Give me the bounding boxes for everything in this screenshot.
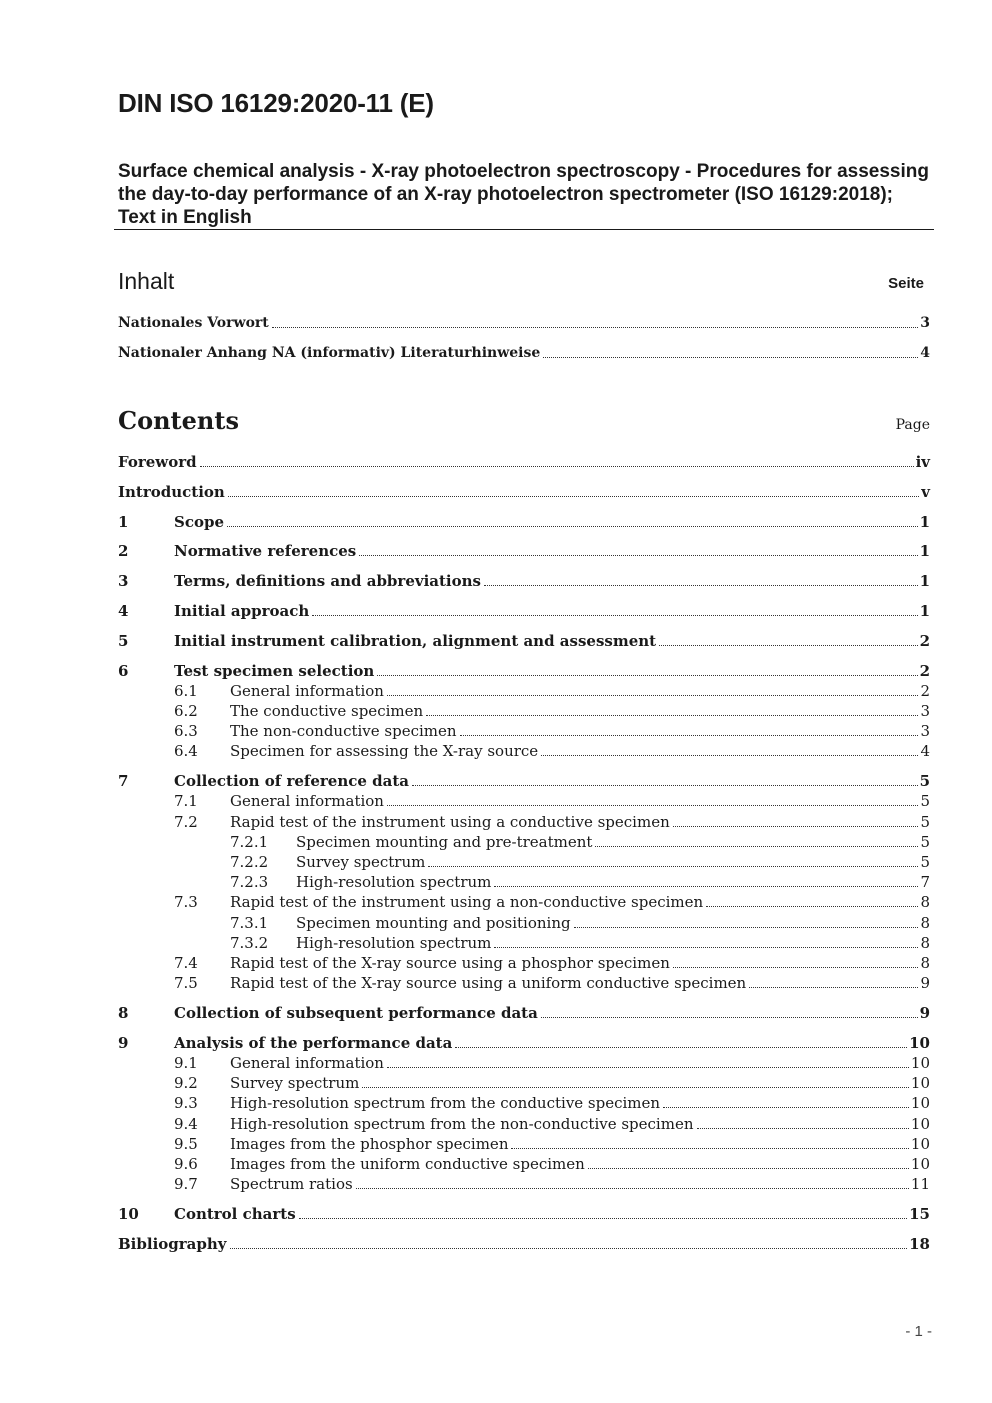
toc-entry-number: 6.1 <box>174 682 198 700</box>
toc-entry-number: 9.2 <box>174 1074 198 1092</box>
toc-entry[interactable] <box>118 720 930 740</box>
toc-entry-number: 9.6 <box>174 1155 198 1173</box>
toc-entry-title: Rapid test of the X-ray source using a phosphor specimen <box>230 954 670 972</box>
toc-entry-page: 10 <box>910 1115 930 1133</box>
toc-entry-title: Normative references <box>174 542 357 560</box>
document-id: DIN ISO 16129:2020-11 (E) <box>118 88 434 118</box>
toc-entry[interactable] <box>118 1203 930 1223</box>
seite-column-label: Seite <box>888 275 924 292</box>
toc-dot-leader <box>673 967 919 968</box>
toc-dot-leader <box>312 615 917 616</box>
toc-entry-page: 3 <box>920 702 930 720</box>
toc-entry-page: 8 <box>920 893 930 911</box>
toc-dot-leader <box>426 715 918 716</box>
toc-entry-page: 9 <box>919 1004 930 1022</box>
toc-entry-title: Collection of subsequent performance data <box>174 1004 538 1022</box>
toc-entry-number: 6.3 <box>174 722 198 740</box>
toc-entry-title: Rapid test of the X-ray source using a uniform conductive specimen <box>230 974 747 992</box>
toc-dot-leader <box>541 755 918 756</box>
toc-entry[interactable] <box>118 851 930 871</box>
toc-dot-leader <box>428 866 918 867</box>
toc-entry-title: Analysis of the performance data <box>174 1034 453 1052</box>
toc-entry-title: The non-conductive specimen <box>230 722 457 740</box>
toc-entry-title: General information <box>230 682 384 700</box>
toc-entry-title: Images from the uniform conductive specimen <box>230 1155 585 1173</box>
toc-dot-leader <box>272 327 919 328</box>
toc-entry[interactable] <box>118 570 930 590</box>
toc-entry[interactable] <box>118 511 930 531</box>
toc-entry-title: Scope <box>174 513 225 531</box>
toc-dot-leader <box>299 1218 907 1219</box>
toc-entry-page: 2 <box>919 632 930 650</box>
toc-dot-leader <box>706 906 918 907</box>
toc-entry[interactable] <box>118 932 930 952</box>
toc-entry-title: Survey spectrum <box>230 1074 360 1092</box>
toc-entry-page: 11 <box>910 1175 930 1193</box>
toc-entry[interactable] <box>118 1002 930 1022</box>
toc-entry-number: 7.2 <box>174 813 198 831</box>
toc-dot-leader <box>484 585 918 586</box>
toc-entry-number: 9 <box>118 1034 129 1052</box>
toc-entry-number: 5 <box>118 632 129 650</box>
toc-dot-leader <box>749 987 918 988</box>
toc-entry-title: Foreword <box>118 453 197 471</box>
toc-dot-leader <box>387 1067 909 1068</box>
toc-entry-page: 1 <box>919 513 930 531</box>
toc-entry[interactable] <box>118 972 930 992</box>
toc-dot-leader <box>230 1248 908 1249</box>
toc-dot-leader <box>663 1107 909 1108</box>
toc-dot-leader <box>387 805 918 806</box>
toc-entry-page: 2 <box>919 662 930 680</box>
toc-entry-page: 18 <box>909 1235 930 1253</box>
toc-entry[interactable] <box>118 312 930 332</box>
toc-entry-number: 9.3 <box>174 1094 198 1112</box>
toc-dot-leader <box>541 1017 918 1018</box>
toc-entry-number: 9.5 <box>174 1135 198 1153</box>
toc-entry-number: 9.1 <box>174 1054 198 1072</box>
toc-entry-number: 7.2.3 <box>230 873 269 891</box>
toc-entry-number: 7.5 <box>174 974 198 992</box>
toc-entry-number: 1 <box>118 513 129 531</box>
toc-entry-title: Specimen mounting and positioning <box>296 914 571 932</box>
toc-entry-title: General information <box>230 1054 384 1072</box>
toc-entry[interactable] <box>118 790 930 810</box>
toc-entry-page: 1 <box>919 542 930 560</box>
toc-dot-leader <box>228 496 919 497</box>
toc-entry-page: 1 <box>919 572 930 590</box>
page-column-label: Page <box>895 417 930 433</box>
toc-entry-page: 2 <box>920 682 930 700</box>
toc-entry-page: 15 <box>909 1205 930 1223</box>
toc-entry[interactable] <box>118 630 930 650</box>
toc-entry-number: 7.2.1 <box>230 833 269 851</box>
toc-entry-title: Rapid test of the instrument using a conductive specimen <box>230 813 670 831</box>
toc-entry[interactable] <box>118 770 930 790</box>
toc-dot-leader <box>574 927 919 928</box>
toc-entry-number: 7.3.1 <box>230 914 269 932</box>
toc-entry-page: 5 <box>920 853 930 871</box>
toc-entry-number: 7.3.2 <box>230 934 269 952</box>
toc-dot-leader <box>200 466 914 467</box>
title-divider <box>114 229 934 230</box>
toc-entry[interactable] <box>118 1092 930 1112</box>
toc-entry[interactable] <box>118 700 930 720</box>
inhalt-heading: Inhalt <box>118 268 175 294</box>
toc-entry-page: 5 <box>920 813 930 831</box>
toc-entry-number: 3 <box>118 572 129 590</box>
toc-dot-leader <box>359 555 917 556</box>
toc-entry-title: Nationales Vorwort <box>118 315 269 331</box>
toc-entry[interactable] <box>118 660 930 680</box>
toc-dot-leader <box>356 1188 909 1189</box>
toc-dot-leader <box>412 785 918 786</box>
toc-entry-number: 4 <box>118 602 129 620</box>
toc-entry[interactable] <box>118 680 930 700</box>
toc-entry-title: Initial approach <box>174 602 310 620</box>
toc-entry-page: 5 <box>920 833 930 851</box>
toc-entry[interactable] <box>118 342 930 362</box>
toc-entry-title: Initial instrument calibration, alignment and assessment <box>174 632 657 650</box>
toc-entry[interactable] <box>118 740 930 760</box>
toc-entry[interactable] <box>118 451 930 471</box>
toc-entry-page: 10 <box>910 1155 930 1173</box>
toc-entry[interactable] <box>118 891 930 911</box>
toc-entry-number: 7 <box>118 772 129 790</box>
toc-entry-page: 9 <box>920 974 930 992</box>
toc-entry-page: 5 <box>919 772 930 790</box>
toc-entry-number: 7.2.2 <box>230 853 269 871</box>
toc-dot-leader <box>659 645 917 646</box>
toc-entry[interactable] <box>118 871 930 891</box>
toc-entry-title: Rapid test of the instrument using a non-conductive specimen <box>230 893 704 911</box>
toc-dot-leader <box>697 1128 909 1129</box>
toc-dot-leader <box>543 357 918 358</box>
toc-entry-number: 10 <box>118 1205 139 1223</box>
toc-entry-page: 1 <box>919 602 930 620</box>
toc-entry-title: Bibliography <box>118 1235 227 1253</box>
toc-dot-leader <box>377 675 917 676</box>
toc-dot-leader <box>455 1047 907 1048</box>
toc-entry-number: 7.1 <box>174 792 198 810</box>
toc-entry[interactable] <box>118 811 930 831</box>
toc-entry[interactable] <box>118 540 930 560</box>
toc-entry-title: Control charts <box>174 1205 296 1223</box>
toc-entry-page: 10 <box>910 1094 930 1112</box>
toc-entry-title: Specimen for assessing the X-ray source <box>230 742 539 760</box>
toc-entry-number: 8 <box>118 1004 129 1022</box>
toc-entry[interactable] <box>118 1133 930 1153</box>
toc-entry-page: v <box>921 483 930 501</box>
toc-entry-page: 4 <box>920 345 930 361</box>
toc-entry-number: 6 <box>118 662 129 680</box>
toc-entry-title: High-resolution spectrum from the conductive specimen <box>230 1094 661 1112</box>
toc-entry-page: 10 <box>909 1034 930 1052</box>
toc-entry-number: 2 <box>118 542 129 560</box>
toc-entry-number: 6.4 <box>174 742 198 760</box>
toc-entry-page: 8 <box>920 934 930 952</box>
toc-dot-leader <box>460 735 919 736</box>
toc-dot-leader <box>227 526 918 527</box>
toc-entry-page: 7 <box>920 873 930 891</box>
toc-entry-title: High-resolution spectrum from the non-conductive specimen <box>230 1115 694 1133</box>
toc-entry-title: Survey spectrum <box>296 853 426 871</box>
toc-entry[interactable] <box>118 1233 930 1253</box>
toc-entry-title: Nationaler Anhang NA (informativ) Literaturhinweise <box>118 345 541 361</box>
toc-entry-title: Specimen mounting and pre-treatment <box>296 833 593 851</box>
toc-entry-page: 10 <box>910 1074 930 1092</box>
toc-dot-leader <box>588 1168 909 1169</box>
toc-dot-leader <box>387 695 918 696</box>
toc-entry[interactable] <box>118 600 930 620</box>
footer-page-number: - 1 - <box>905 1323 932 1340</box>
toc-entry-title: General information <box>230 792 384 810</box>
toc-entry-page: iv <box>915 453 930 471</box>
toc-entry-page: 4 <box>920 742 930 760</box>
toc-dot-leader <box>362 1087 909 1088</box>
toc-dot-leader <box>673 826 919 827</box>
toc-entry-number: 9.4 <box>174 1115 198 1133</box>
toc-entry[interactable] <box>118 1113 930 1133</box>
toc-entry-title: Images from the phosphor specimen <box>230 1135 509 1153</box>
toc-entry-number: 6.2 <box>174 702 198 720</box>
toc-entry-number: 7.3 <box>174 893 198 911</box>
toc-entry-page: 5 <box>920 792 930 810</box>
toc-entry[interactable] <box>118 1052 930 1072</box>
toc-entry-title: Introduction <box>118 483 225 501</box>
toc-entry-title: Collection of reference data <box>174 772 410 790</box>
toc-entry-page: 10 <box>910 1054 930 1072</box>
toc-entry-number: 9.7 <box>174 1175 198 1193</box>
toc-entry-page: 8 <box>920 914 930 932</box>
toc-entry[interactable] <box>118 952 930 972</box>
toc-entry-title: High-resolution spectrum <box>296 934 492 952</box>
toc-dot-leader <box>494 947 918 948</box>
toc-entry-title: The conductive specimen <box>230 702 424 720</box>
toc-entry-number: 7.4 <box>174 954 198 972</box>
toc-dot-leader <box>595 846 918 847</box>
toc-entry-title: Spectrum ratios <box>230 1175 353 1193</box>
toc-entry-page: 10 <box>910 1135 930 1153</box>
toc-entry-title: High-resolution spectrum <box>296 873 492 891</box>
toc-entry[interactable] <box>118 1032 930 1052</box>
toc-entry[interactable] <box>118 481 930 501</box>
toc-entry-page: 3 <box>920 722 930 740</box>
toc-entry-title: Test specimen selection <box>174 662 375 680</box>
toc-dot-leader <box>511 1148 908 1149</box>
toc-entry[interactable] <box>118 912 930 932</box>
toc-entry[interactable] <box>118 1173 930 1193</box>
contents-heading: Contents <box>118 406 239 435</box>
toc-dot-leader <box>494 886 918 887</box>
toc-entry-page: 8 <box>920 954 930 972</box>
document-title: Surface chemical analysis - X-ray photoelectron spectroscopy - Procedures for assessing the day-to-day performance of an X-ray photoelectron spectrometer (ISO 16129:2018); Text in English <box>118 161 929 228</box>
toc-entry[interactable] <box>118 1153 930 1173</box>
toc-entry[interactable] <box>118 831 930 851</box>
toc-entry-title: Terms, definitions and abbreviations <box>174 572 481 590</box>
toc-entry[interactable] <box>118 1072 930 1092</box>
toc-entry-page: 3 <box>920 315 930 331</box>
